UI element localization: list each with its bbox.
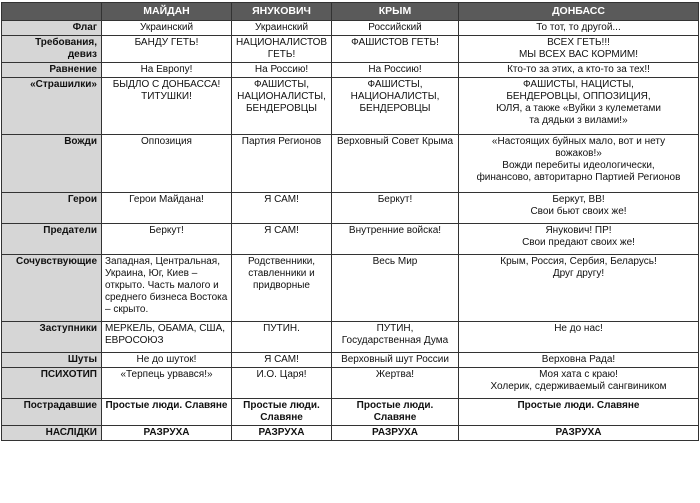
table-cell: Крым, Россия, Сербия, Беларусь! Друг другу! (459, 255, 699, 322)
column-header-donbass: ДОНБАСС (459, 3, 699, 21)
table-row (2, 353, 699, 368)
table-cell: Партия Регионов (232, 135, 332, 193)
table-row (2, 368, 699, 399)
table-cell: РАЗРУХА (459, 426, 699, 441)
table-cell: РАЗРУХА (232, 426, 332, 441)
table-cell: Верховный шут России (332, 353, 459, 368)
table-cell: Беркут! (102, 224, 232, 255)
row-label: Требования, девиз (2, 36, 102, 63)
table-cell: Кто-то за этих, а кто-то за тех!! (459, 63, 699, 78)
table-cell: То тот, то другой... (459, 21, 699, 36)
comparison-table (1, 2, 699, 441)
row-label: Сочувствующие (2, 255, 102, 322)
table-cell: Родственники, ставленники и придворные (232, 255, 332, 322)
table-cell: Простые люди. Славяне (232, 399, 332, 426)
table-cell: Беркут, ВВ! Свои бьют своих же! (459, 193, 699, 224)
row-label: Герои (2, 193, 102, 224)
table-row (2, 135, 699, 193)
table-cell: Простые люди. Славяне (459, 399, 699, 426)
table-cell: Весь Мир (332, 255, 459, 322)
table-cell: РАЗРУХА (102, 426, 232, 441)
table-row (2, 193, 699, 224)
table-row (2, 322, 699, 353)
table-cell: Герои Майдана! (102, 193, 232, 224)
column-header-yanukovich: ЯНУКОВИЧ (232, 3, 332, 21)
row-label: Равнение (2, 63, 102, 78)
row-label: Пострадавшие (2, 399, 102, 426)
table-row (2, 426, 699, 441)
table-cell: Не до шуток! (102, 353, 232, 368)
table-row (2, 36, 699, 63)
table-cell: Янукович! ПР! Свои предают своих же! (459, 224, 699, 255)
table-cell: НАЦИОНАЛИСТОВ ГЕТЬ! (232, 36, 332, 63)
table-cell: Верховный Совет Крыма (332, 135, 459, 193)
table-cell: Оппозиция (102, 135, 232, 193)
row-label: «Страшилки» (2, 78, 102, 135)
table-cell: РАЗРУХА (332, 426, 459, 441)
table-cell: Внутренние войска! (332, 224, 459, 255)
header-row (2, 3, 699, 21)
table-row (2, 224, 699, 255)
table-row (2, 78, 699, 135)
table-cell: БАНДУ ГЕТЬ! (102, 36, 232, 63)
table-cell: Верховна Рада! (459, 353, 699, 368)
table-cell: ПУТИН, Государственная Дума (332, 322, 459, 353)
row-label: Предатели (2, 224, 102, 255)
row-label: Шуты (2, 353, 102, 368)
table-cell: «Терпець урвався!» (102, 368, 232, 399)
table-row (2, 399, 699, 426)
row-label: Заступники (2, 322, 102, 353)
table-cell: Украинский (232, 21, 332, 36)
row-label: НАСЛІДКИ (2, 426, 102, 441)
table-cell: На Россию! (332, 63, 459, 78)
table-cell: БЫДЛО С ДОНБАССА! ТИТУШКИ! (102, 78, 232, 135)
table-cell: Российский (332, 21, 459, 36)
row-label: Флаг (2, 21, 102, 36)
row-label: ПСИХОТИП (2, 368, 102, 399)
table-cell: И.О. Царя! (232, 368, 332, 399)
column-header-maidan: МАЙДАН (102, 3, 232, 21)
table-cell: Жертва! (332, 368, 459, 399)
table-cell: На Европу! (102, 63, 232, 78)
table-cell: Я САМ! (232, 224, 332, 255)
table-row (2, 255, 699, 322)
table-cell: Не до нас! (459, 322, 699, 353)
table-cell: Простые люди. Славяне (332, 399, 459, 426)
table-cell: Беркут! (332, 193, 459, 224)
row-label: Вожди (2, 135, 102, 193)
table-cell: Моя хата с краю! Холерик, сдерживаемый сангвиником (459, 368, 699, 399)
table-cell: ПУТИН. (232, 322, 332, 353)
table-cell: ФАШИСТЫ, НАЦИСТЫ, БЕНДЕРОВЦЫ, ОППОЗИЦИЯ, ЮЛЯ, а также «Вуйки з кулеметами та дядьки з вилами!» (459, 78, 699, 135)
column-header-crimea: КРЫМ (332, 3, 459, 21)
header-corner (2, 3, 102, 21)
table-cell: ФАШИСТЫ, НАЦИОНАЛИСТЫ, БЕНДЕРОВЦЫ (232, 78, 332, 135)
table-row (2, 21, 699, 36)
table-cell: Украинский (102, 21, 232, 36)
table-cell: Простые люди. Славяне (102, 399, 232, 426)
table-cell: Я САМ! (232, 193, 332, 224)
table-cell: МЕРКЕЛЬ, ОБАМА, США, ЕВРОСОЮЗ (102, 322, 232, 353)
table-row (2, 63, 699, 78)
table-cell: ВСЕХ ГЕТЬ!!! МЫ ВСЕХ ВАС КОРМИМ! (459, 36, 699, 63)
table-body (2, 21, 699, 441)
table-cell: «Настоящих буйных мало, вот и нету вожаков!» Вожди перебиты идеологически, финансово, авторитарно Партией Регионов (459, 135, 699, 193)
table-cell: На Россию! (232, 63, 332, 78)
table-cell: ФАШИСТОВ ГЕТЬ! (332, 36, 459, 63)
table-cell: ФАШИСТЫ, НАЦИОНАЛИСТЫ, БЕНДЕРОВЦЫ (332, 78, 459, 135)
table-cell: Западная, Центральная, Украина, Юг, Киев – открыто. Часть малого и среднего бизнеса Востока – скрыто. (102, 255, 232, 322)
table-cell: Я САМ! (232, 353, 332, 368)
